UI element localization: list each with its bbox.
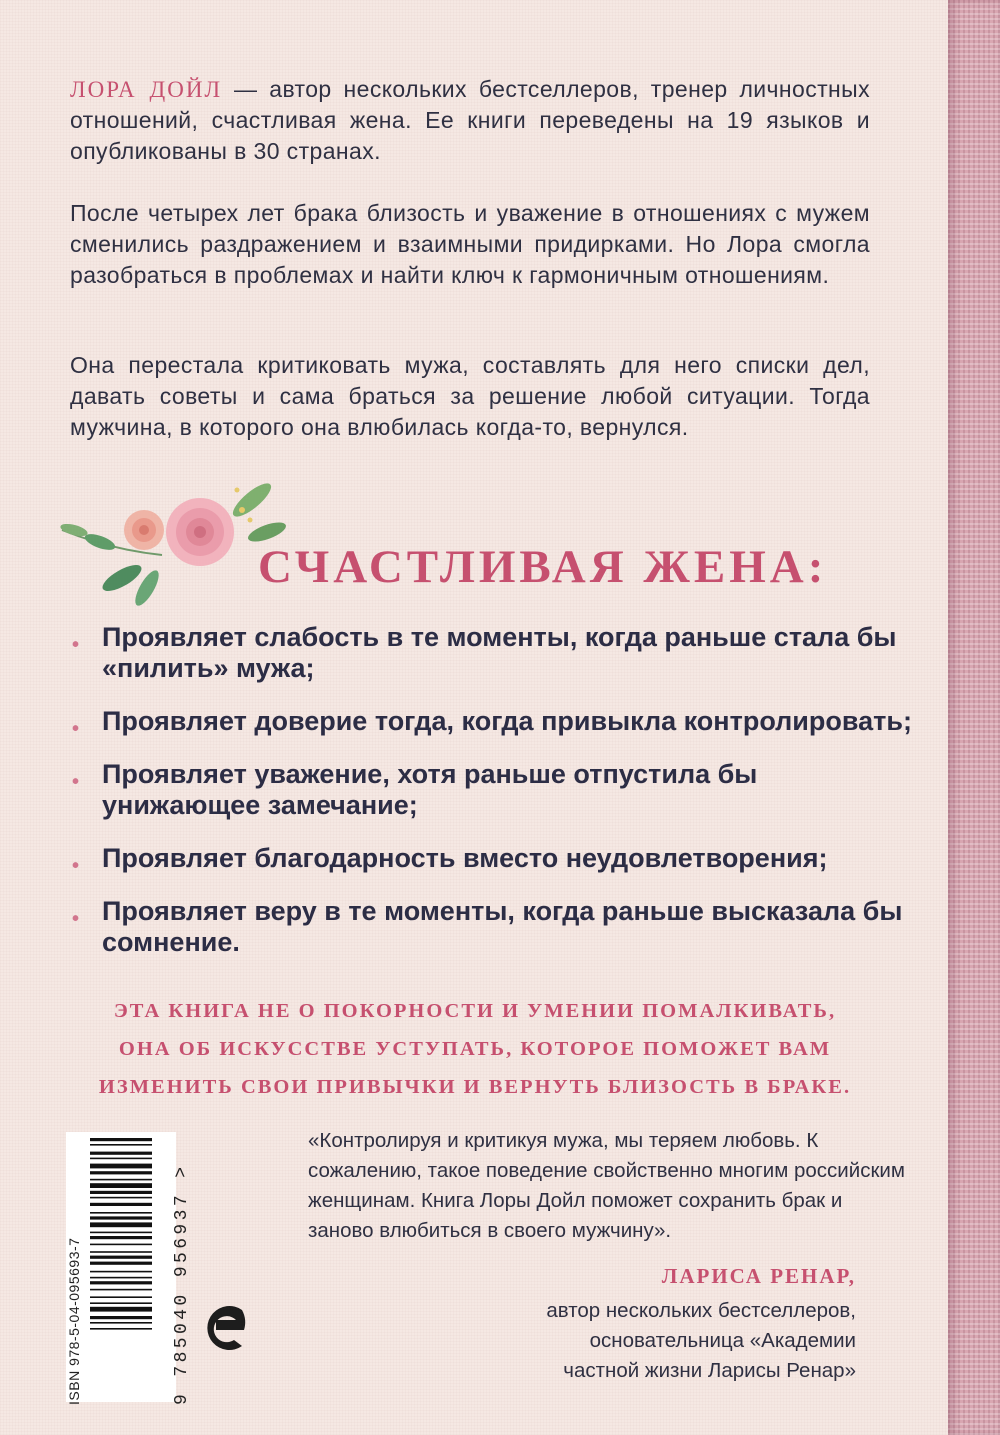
section-heading: СЧАСТЛИВАЯ ЖЕНА:	[258, 541, 828, 593]
tagline: ЭТА КНИГА НЕ О ПОКОРНОСТИ И УМЕНИИ ПОМАЛКИВАТЬ, ОНА ОБ ИСКУССТВЕ УСТУПАТЬ, КОТОРОЕ ПОМОЖЕТ ВАМ ИЗМЕНИТЬ СВОИ ПРИВЫЧКИ И ВЕРНУТЬ БЛИЗОСТЬ В БРАКЕ.	[98, 1000, 852, 1098]
bullet-icon: •	[72, 634, 80, 656]
bullet-icon: •	[72, 718, 80, 740]
barcode-bar	[90, 1179, 152, 1181]
barcode-bar	[90, 1262, 152, 1265]
bullet-icon: •	[72, 771, 80, 793]
story-paragraph: После четырех лет брака близость и уважение в отношениях с мужем сменились раздражением и взаимными придирками. Но Лора смогла разобраться в проблемах и найти ключ к гармоничным отношениям.	[70, 200, 870, 288]
barcode-bar	[90, 1307, 152, 1312]
bullet-icon: •	[72, 908, 80, 930]
isbn-label: ISBN 978-5-04-095693-7	[66, 1237, 82, 1405]
cover-spine-edge	[948, 0, 1000, 1435]
barcode-bar	[90, 1164, 152, 1169]
author-name: ЛОРА ДОЙЛ	[70, 77, 223, 102]
barcode-bar	[90, 1281, 152, 1284]
endorsement-author-role: автор нескольких бестселлеров, основательница «Академии частной жизни Ларисы Ренар»	[546, 1299, 856, 1382]
barcode-bar	[90, 1244, 152, 1246]
author-intro-text: — автор нескольких бестселлеров, тренер личностных отношений, счастливая жена. Ее книги переведены на 19 языков и опубликованы в 30 странах.	[70, 76, 870, 164]
barcode-icon	[66, 1132, 176, 1402]
barcode-bar	[90, 1251, 152, 1253]
barcode-bar	[90, 1222, 152, 1227]
barcode-bar	[90, 1144, 152, 1146]
barcode-bar	[90, 1322, 152, 1324]
barcode-bar	[90, 1232, 152, 1234]
list-item: • Проявляет слабость в те моменты, когда раньше стала бы «пилить» мужа;	[72, 622, 897, 683]
barcode-bar	[90, 1197, 152, 1199]
endorsement-author: ЛАРИСА РЕНАР,	[661, 1264, 856, 1288]
barcode-digits: 9 785040 956937 >	[172, 1163, 192, 1405]
list-item: • Проявляет доверие тогда, когда привыкла контролировать;	[70, 706, 920, 737]
list-item: • Проявляет веру в те моменты, когда раньше высказала бы сомнение.	[72, 896, 903, 957]
barcode-bar	[90, 1277, 152, 1279]
list-item: • Проявляет благодарность вместо неудовлетворения;	[70, 843, 920, 874]
barcode-bar	[90, 1203, 152, 1206]
change-paragraph: Она перестала критиковать мужа, составлять для него списки дел, давать советы и сама браться за решение любой ситуации. Тогда мужчина, в которого она влюбилась когда-то, вернулся.	[70, 352, 870, 440]
barcode-bar	[90, 1216, 152, 1219]
barcode-bar	[90, 1183, 152, 1188]
bullet-icon: •	[72, 855, 80, 877]
publisher-logo-icon	[196, 1288, 252, 1368]
author-intro-paragraph	[70, 74, 870, 167]
barcode-bar	[90, 1256, 152, 1259]
barcode-bar	[90, 1289, 152, 1291]
barcode-bar	[90, 1212, 152, 1214]
barcode-bar	[90, 1138, 152, 1141]
barcode-bar	[90, 1302, 152, 1304]
barcode-bar	[90, 1171, 152, 1174]
barcode-bar	[90, 1328, 152, 1330]
barcode-bar	[90, 1191, 152, 1194]
barcode-bar	[90, 1236, 152, 1239]
list-item: • Проявляет уважение, хотя раньше отпустила бы унижающее замечание;	[72, 759, 758, 820]
barcode-bar	[90, 1271, 152, 1273]
barcode-bar	[90, 1296, 152, 1298]
barcode-bar	[90, 1158, 152, 1160]
barcode-bar	[90, 1152, 152, 1155]
barcode-bar	[90, 1316, 152, 1319]
endorsement-quote: «Контролируя и критикуя мужа, мы теряем любовь. К сожалению, такое поведение свойственно многим российским женщинам. Книга Лоры Дойл поможет сохранить брак и заново влюбиться в своего мужчину».	[308, 1129, 905, 1242]
traits-list	[70, 622, 920, 980]
